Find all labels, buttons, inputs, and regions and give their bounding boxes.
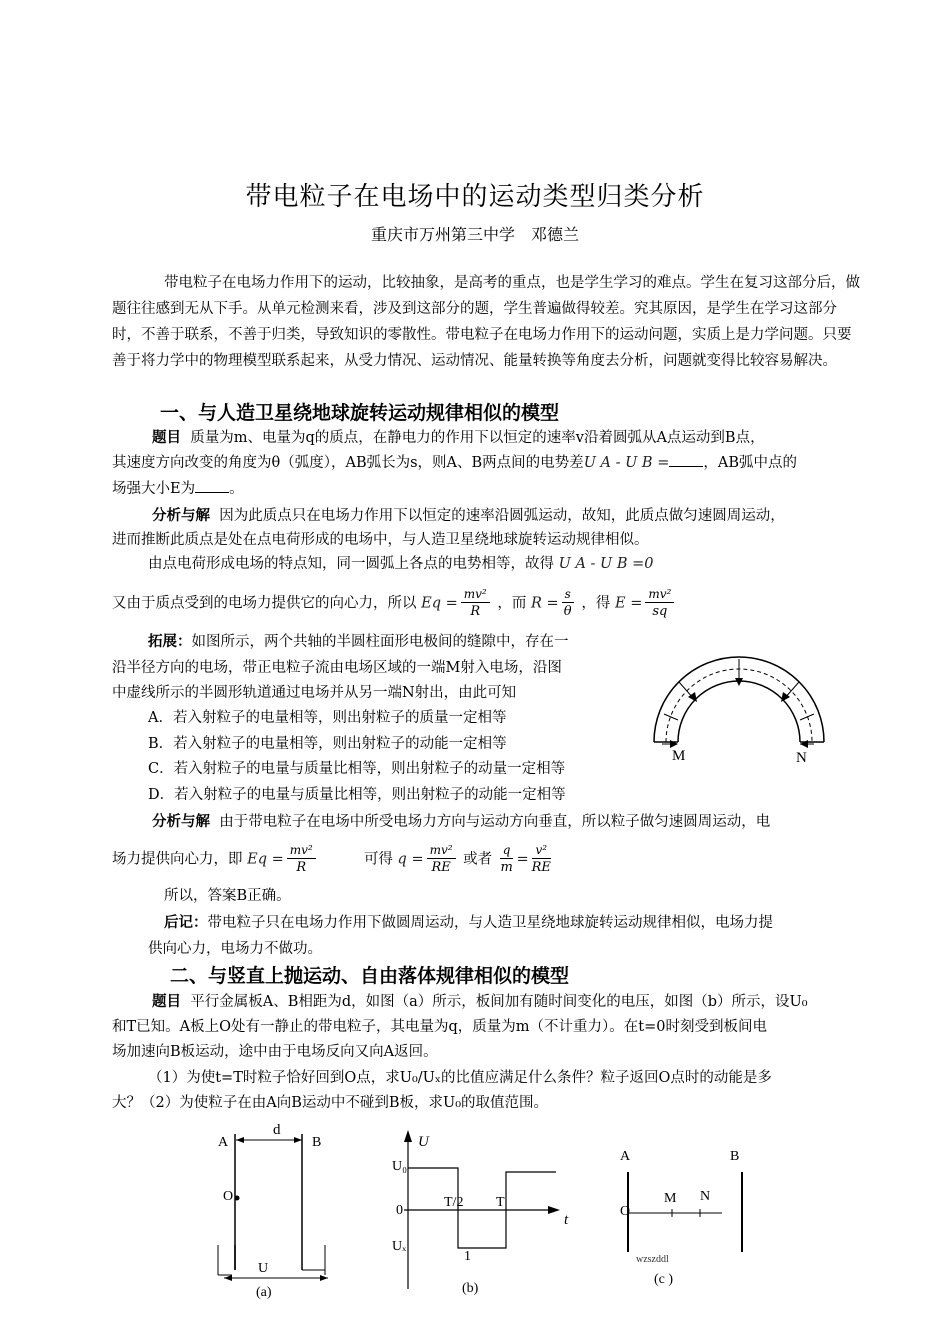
g3-num-left: q [500,842,514,859]
extension-text-3: 中虚线所示的半圆形轨道通过电场并从另一端N射出，由此可知 [112,685,517,701]
section2-heading: 二、与竖直上抛运动、自由落体规律相似的模型 [170,965,570,987]
potential-diff-expression: U A - U B =0 [558,556,654,572]
problem-text-3-end: 。 [229,481,244,497]
fig-a-label-d: d [273,1122,281,1138]
g1-lhs: Eq = [247,851,284,868]
analysis-text-4b: ，而 [497,595,527,612]
formula1-den: R [470,604,481,619]
uab-expression: U A - U B = [583,455,670,471]
g3-fraction-right [532,842,551,877]
extension-label: 拓展： [148,634,192,650]
formula3-lhs: E = [615,595,643,612]
analysis2-label: 分析与解 [152,814,210,830]
g3-den-right: RE [531,860,551,875]
formula1-lhs: Eq = [421,595,458,612]
formula2-lhs: R = [530,595,559,612]
fig-b-axis-U: U [418,1134,429,1150]
postscript-label: 后记： [164,915,208,931]
fig-c-label-M: M [664,1191,677,1206]
s1-analysis-line4 [112,586,677,621]
formula1-num: mv² [461,586,490,603]
postscript-text-2: 供向心力，电场力不做功。 [148,941,322,957]
analysis2-text-2b: 可得 [363,851,393,868]
problem-text-3: 场强大小E为 [112,481,196,497]
problem-label: 题目 [152,430,181,446]
s1-analysis-line1 [152,504,785,528]
s2-problem-label: 题目 [152,994,181,1010]
fig-a-label-B: B [312,1135,322,1150]
g3-equals: = [516,851,529,868]
author-line: 重庆市万州第三中学 邓德兰 [370,225,579,244]
s1-problem-line1 [152,426,765,450]
figure-b-voltage-graph [386,1124,586,1300]
analysis-text-4c: ，得 [581,595,611,612]
formula2-den: θ [563,604,572,619]
figure-c-plates [612,1140,762,1290]
s2-problem-text-4: （1）为使t=T时粒子恰好回到O点，求U₀/Uₓ的比值应满足什么条件？粒子返回O点时的动能是多 [148,1070,772,1086]
fig-a-caption: (a) [256,1285,272,1300]
s2-problem-text-2: 和T已知。A板上O处有一静止的带电粒子，其电量为q，质量为m（不计重力）。在t=0时刻受到板间电 [112,1019,768,1035]
label-N: N [796,750,807,766]
conclusion-text: 所以，答案B正确。 [164,888,291,904]
option-b: B．若入射粒子的电量相等，则出射粒子的动能一定相等 [148,736,507,752]
formula1-fraction [461,586,490,621]
answer-blank-2[interactable] [195,478,229,493]
fig-b-label-T2: T/2 [444,1195,464,1210]
section1-heading: 一、与人造卫星绕地球旋转运动规律相似的模型 [160,402,560,424]
extension-line1 [148,630,569,654]
fig-c-label-B: B [730,1149,740,1164]
fig-a-label-A: A [218,1135,229,1150]
fig-c-watermark: wzszddl [636,1254,669,1265]
fig-b-caption: (b) [462,1281,479,1296]
formula2-fraction [562,586,574,621]
analysis-label: 分析与解 [152,508,210,524]
analysis-text-2: 进而推断此质点是处在点电荷形成的电场中，与人造卫星绕地球旋转运动规律相似。 [112,532,649,548]
fig-c-label-A: A [620,1149,631,1164]
problem-text-2b: ，AB弧中点的 [703,455,797,471]
analysis2-text-2a: 场力提供向心力，即 [112,851,243,868]
formula3-fraction [645,586,674,621]
s1-analysis-line3 [148,552,654,576]
fig-c-label-N: N [700,1189,711,1204]
formula2-num: s [562,586,574,603]
s1-analysis2-line1 [152,810,770,834]
g2-fraction [427,842,456,877]
label-M: M [672,748,686,764]
extension-text-1: 如图所示，两个共轴的半圆柱面形电极间的缝隙中，存在一 [191,634,569,650]
fig-b-label-T: T [496,1195,505,1210]
g1-fraction [287,842,316,877]
analysis2-text-1: 由于带电粒子在电场中所受电场力方向与运动方向垂直，所以粒子做匀速圆周运动，电 [219,814,771,830]
fig-a-label-U: U [258,1261,269,1276]
fig-b-label-one: 1 [464,1249,471,1264]
figure-a-plates [210,1120,340,1300]
analysis-text-1: 因为此质点只在电场力作用下以恒定的速率沿圆弧运动，故知，此质点做匀速圆周运动， [219,508,785,524]
g2-lhs: q = [397,851,424,868]
fig-a-label-O: O [223,1189,234,1204]
intro-paragraph: 带电粒子在电场力作用下的运动，比较抽象，是高考的重点，也是学生学习的难点。学生在复习这部分后，做题往往感到无从下手。从单元检测来看，涉及到这部分的题，学生普遍做得较差。究其原因，是学生在学习这部分时，不善于联系，不善于归类，导致知识的零散性。带电粒子在电场力作用下的运动问题，实质上是力学问题。只要善于将力学中的物理模型联系起来，从受力情况、运动情况、能量转换等角度去分析，问题就变得比较容易解决。 [112,275,860,369]
page-title: 带电粒子在电场中的运动类型归类分析 [245,182,705,212]
g3-num-right: v² [532,842,551,859]
s1-problem-line3 [112,477,244,501]
s2-problem-text-1: 平行金属板A、B相距为d，如图（a）所示，板间加有随时间变化的电压，如图（b）所示，设U₀ [190,994,808,1010]
option-a: A．若入射粒子的电量相等，则出射粒子的质量一定相等 [148,710,507,726]
fig-c-label-O: O [620,1204,631,1219]
fig-b-label-Ux: Uₓ [392,1239,407,1254]
postscript-text-1: 带电粒子只在电场力作用下做圆周运动，与人造卫星绕地球旋转运动规律相似，电场力提 [207,915,773,931]
g3-fraction-left [500,842,514,877]
fig-b-label-zero: 0 [396,1203,403,1218]
g3-den-left: m [500,860,513,875]
semicircle-electrode-figure [648,654,830,770]
fig-b-axis-t: t [564,1212,569,1228]
fig-c-caption: (c ) [654,1272,674,1287]
analysis-text-3: 由点电荷形成电场的特点知，同一圆弧上各点的电势相等，故得 [148,556,554,572]
formula3-den: sq [652,604,668,619]
option-c: C．若入射粒子的电量与质量比相等，则出射粒子的动量一定相等 [148,761,566,777]
s2-problem-text-5: 大？（2）为使粒子在由A向B运动中不碰到B板，求U₀的取值范围。 [112,1095,549,1111]
problem-text-1: 质量为m、电量为q的质点，在静电力的作用下以恒定的速率v沿着圆弧从A点运动到B点， [190,430,765,446]
problem-text-2: 其速度方向改变的角度为θ（弧度），AB弧长为s，则A、B两点间的电势差 [112,455,584,471]
analysis2-text-2c: 或者 [463,851,493,868]
s1-problem-line2 [112,451,797,475]
answer-blank-1[interactable] [669,452,703,467]
fig-b-label-U0: U₀ [392,1159,407,1174]
s2-problem-text-3: 场加速向B板运动，途中由于电场反向又向A返回。 [112,1044,438,1060]
g1-den: R [296,860,307,875]
option-d: D．若入射粒子的电量与质量比相等，则出射粒子的动能一定相等 [148,787,566,803]
g1-num: mv² [287,842,316,859]
extension-text-2: 沿半径方向的电场，带正电粒子流由电场区域的一端M射入电场，沿图 [112,660,562,676]
g2-den: RE [431,860,451,875]
s2-problem-line1 [152,990,808,1014]
analysis-text-4a: 又由于质点受到的电场力提供它的向心力，所以 [112,595,417,612]
s1-analysis2-line2 [112,842,554,877]
g2-num: mv² [427,842,456,859]
postscript-line1 [164,911,773,935]
formula3-num: mv² [645,586,674,603]
